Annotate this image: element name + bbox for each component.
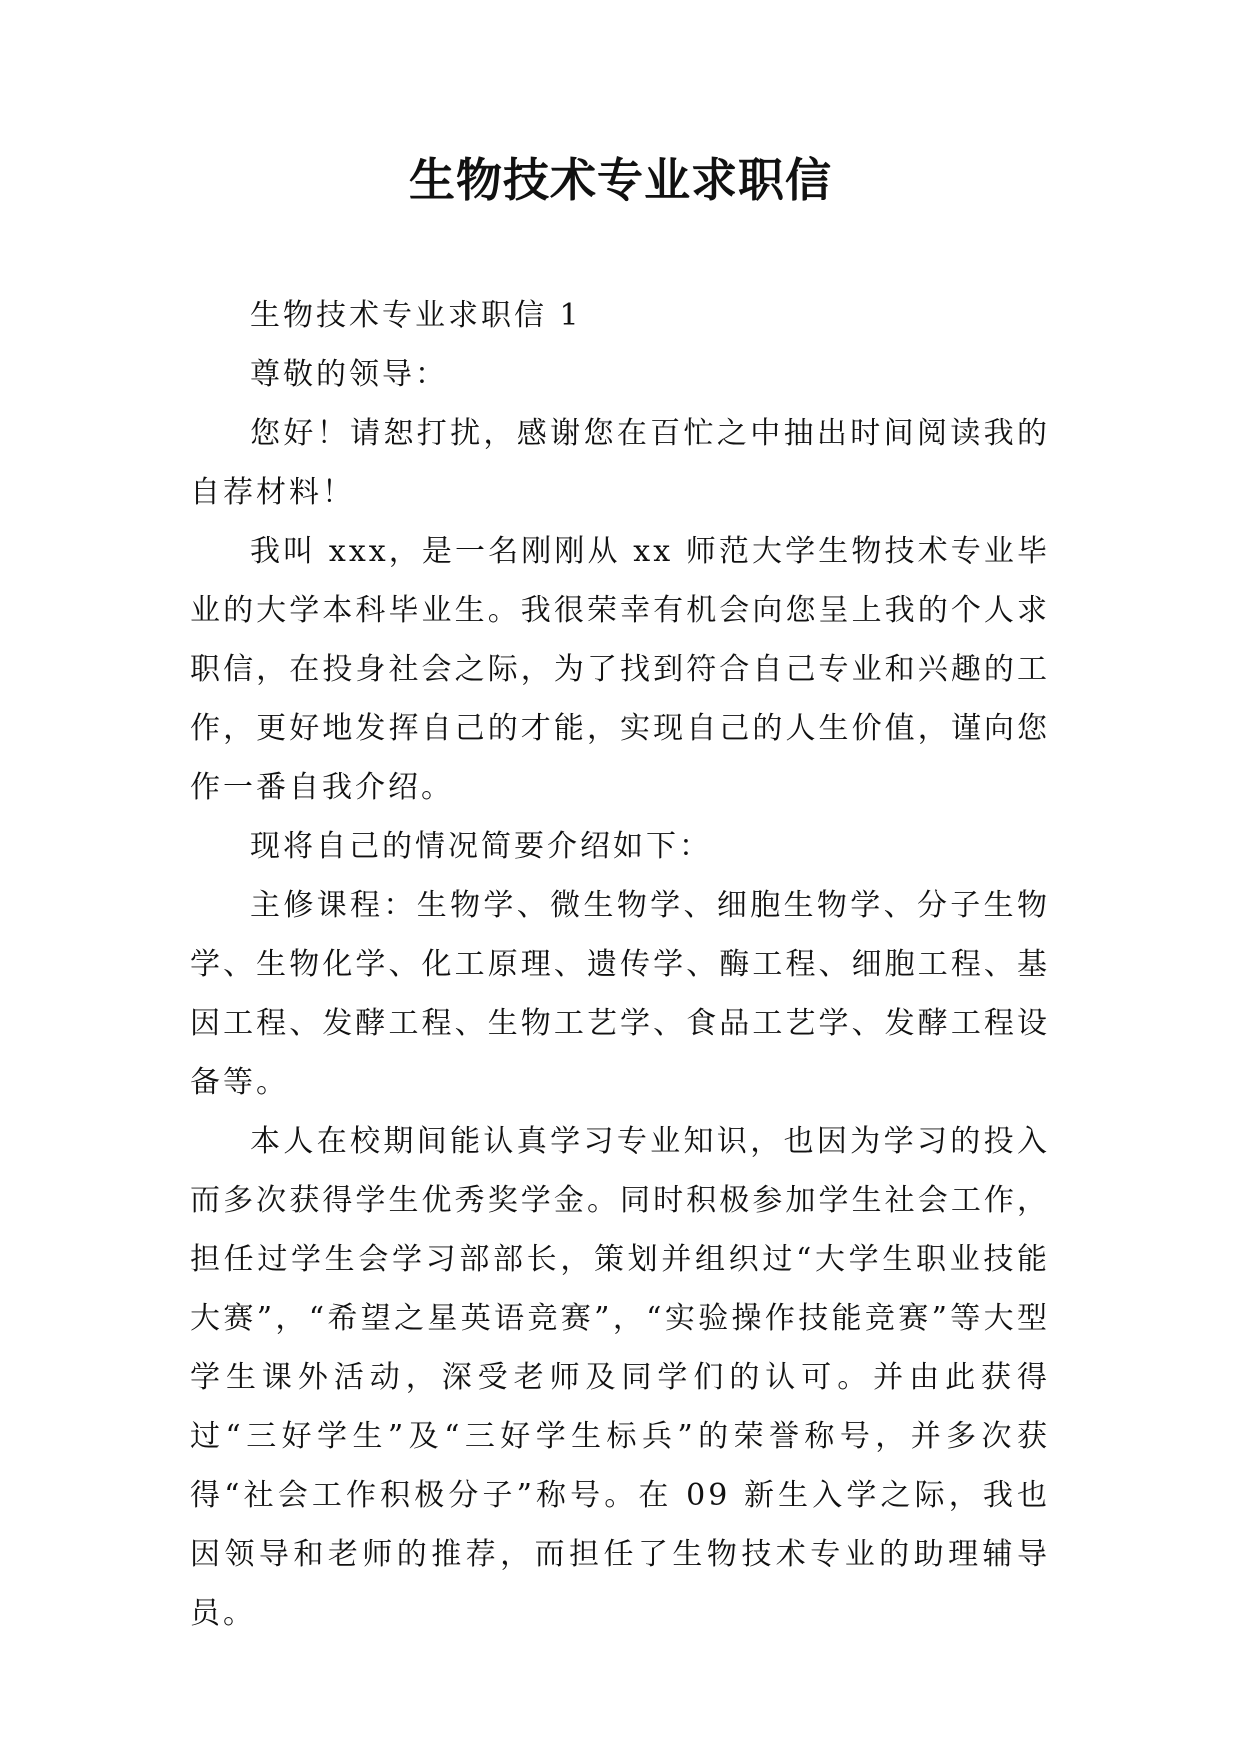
document-body xyxy=(190,286,1050,1643)
paragraph-overview: 现将自己的情况简要介绍如下： xyxy=(250,829,712,864)
paragraph-achievements: 本人在校期间能认真学习专业知识，也因为学习的投入而多次获得学生优秀奖学金。同时积极参加学生社会工作，担任过学生会学习部部长，策划并组织过“大学生职业技能大赛”，“希望之星英语竞赛”，“实验操作技能竞赛”等大型学生课外活动，深受老师及同学们的认可。并由此获得过“三好学生”及“三好学生标兵”的荣誉称号，并多次获得“社会工作积极分子”称号。在 09 新生入学之际，我也因领导和老师的推荐，而担任了生物技术专业的助理辅导员。 xyxy=(190,1124,1050,1631)
paragraph-greeting: 您好！请恕打扰，感谢您在百忙之中抽出时间阅读我的自荐材料！ xyxy=(190,416,1050,510)
document-title: 生物技术专业求职信 xyxy=(409,153,832,207)
paragraph-introduction: 我叫 xxx，是一名刚刚从 xx 师范大学生物技术专业毕业的大学本科毕业生。我很荣幸有机会向您呈上我的个人求职信，在投身社会之际，为了找到符合自己专业和兴趣的工作，更好地发挥自己的才能，实现自己的人生价值，谨向您作一番自我介绍。 xyxy=(190,534,1050,805)
paragraph-courses: 主修课程：生物学、微生物学、细胞生物学、分子生物学、生物化学、化工原理、遗传学、酶工程、细胞工程、基因工程、发酵工程、生物工艺学、食品工艺学、发酵工程设备等。 xyxy=(190,888,1050,1100)
salutation: 尊敬的领导： xyxy=(250,357,448,392)
letter-heading: 生物技术专业求职信 1 xyxy=(250,298,582,333)
